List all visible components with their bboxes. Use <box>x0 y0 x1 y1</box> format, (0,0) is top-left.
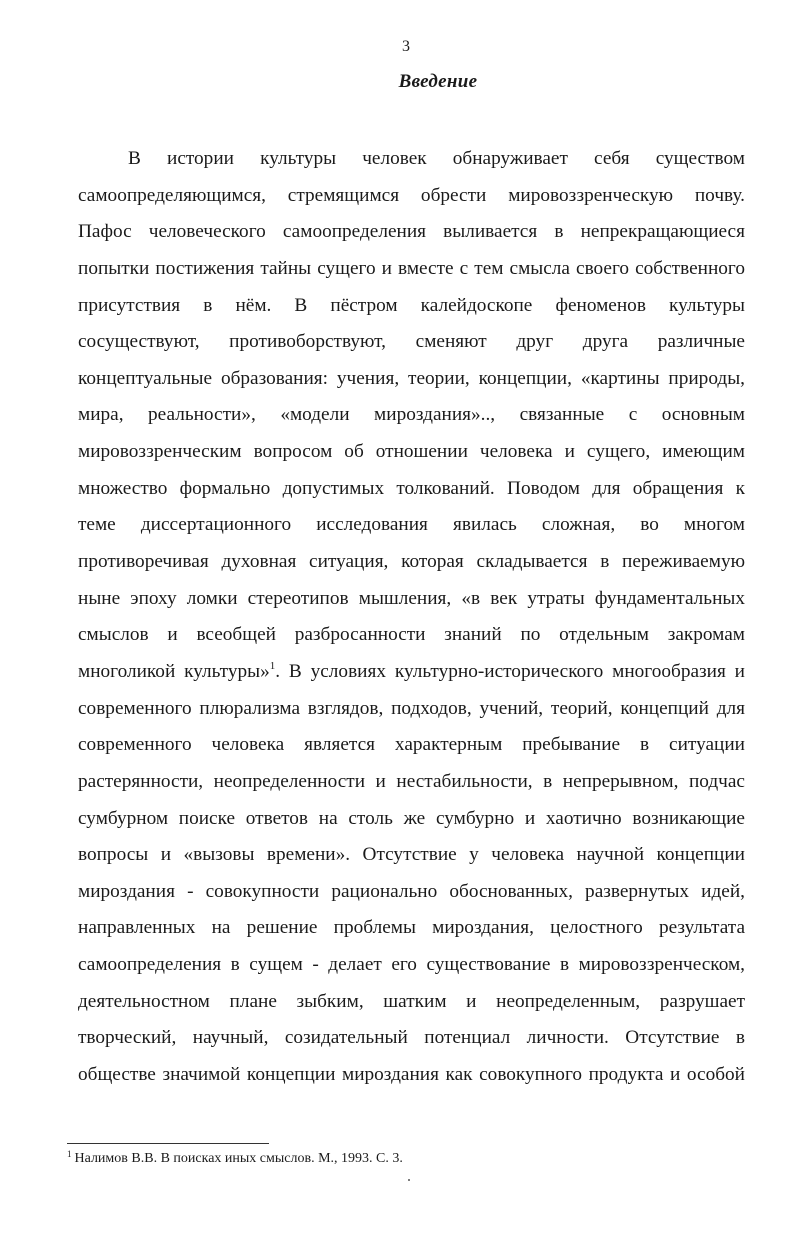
footnote-marker: 1 <box>67 1149 72 1159</box>
text-line: сумбурном поиске ответов на столь же сумбурно и хаотично возникающие <box>78 807 745 829</box>
footnote-text: Налимов В.В. В поисках иных смыслов. М., 1993. С. 3. <box>74 1151 403 1166</box>
text-line: деятельностном плане зыбким, шатким и неопределенным, разрушает <box>78 990 745 1012</box>
footnote <box>67 1151 403 1167</box>
text-line: попытки постижения тайны сущего и вместе с тем смысла своего собственного <box>78 257 745 279</box>
scan-artifact-dot <box>408 1179 410 1181</box>
text-line: сосуществуют, противоборствуют, сменяют друг друга различные <box>78 331 745 353</box>
text-line: концептуальные образования: учения, теории, концепции, «картины природы, <box>78 367 745 389</box>
text-line: обществе значимой концепции мироздания как совокупного продукта и особой <box>78 1064 745 1086</box>
text-line: множество формально допустимых толкований. Поводом для обращения к <box>78 477 745 499</box>
text-line: присутствия в нём. В пёстром калейдоскопе феноменов культуры <box>78 294 745 316</box>
text-line: теме диссертационного исследования явилась сложная, во многом <box>78 514 745 536</box>
text-line: В истории культуры человек обнаруживает себя существом <box>128 148 745 169</box>
text-line: мира, реальности», «модели мироздания».., связанные с основным <box>78 404 745 426</box>
text-fragment: многоликой культуры» <box>78 660 270 682</box>
text-line: современного человека является характерным пребывание в ситуации <box>78 734 745 756</box>
text-line: мироздания - совокупности рационально обоснованных, развернутых идей, <box>78 880 745 902</box>
text-line: противоречивая духовная ситуация, которая складывается в переживаемую <box>78 551 745 573</box>
text-fragment: . В условиях культурно-исторического многообразия и <box>275 660 745 682</box>
text-line-with-footnote <box>78 654 745 691</box>
text-line: растерянности, неопределенности и нестабильности, в непрерывном, подчас <box>78 770 745 792</box>
footnote-divider <box>67 1143 269 1144</box>
text-line: вопросы и «вызовы времени». Отсутствие у человека научной концепции <box>78 844 745 866</box>
text-line: направленных на решение проблемы мироздания, целостного результата <box>78 917 745 939</box>
text-line: смыслов и всеобщей разбросанности знаний по отдельным закромам <box>78 624 745 646</box>
text-line: современного плюрализма взглядов, подходов, учений, теорий, концепций для <box>78 697 745 719</box>
text-line: творческий, научный, созидательный потенциал личности. Отсутствие в <box>78 1027 745 1049</box>
page-number: 3 <box>402 38 410 55</box>
text-line: Пафос человеческого самоопределения выливается в непрекращающиеся <box>78 221 745 243</box>
footnote-reference[interactable]: 1 <box>269 659 276 672</box>
text-line: самоопределения в сущем - делает его существование в мировоззренческом, <box>78 954 745 976</box>
text-line: ныне эпоху ломки стереотипов мышления, «в век утраты фундаментальных <box>78 587 745 609</box>
text-line: самоопределяющимся, стремящимся обрести мировоззренческую почву. <box>78 184 745 206</box>
page-title: Введение <box>398 71 478 92</box>
body-paragraph <box>78 141 745 1094</box>
text-line: мировоззренческим вопросом об отношении человека и сущего, имеющим <box>78 441 745 463</box>
